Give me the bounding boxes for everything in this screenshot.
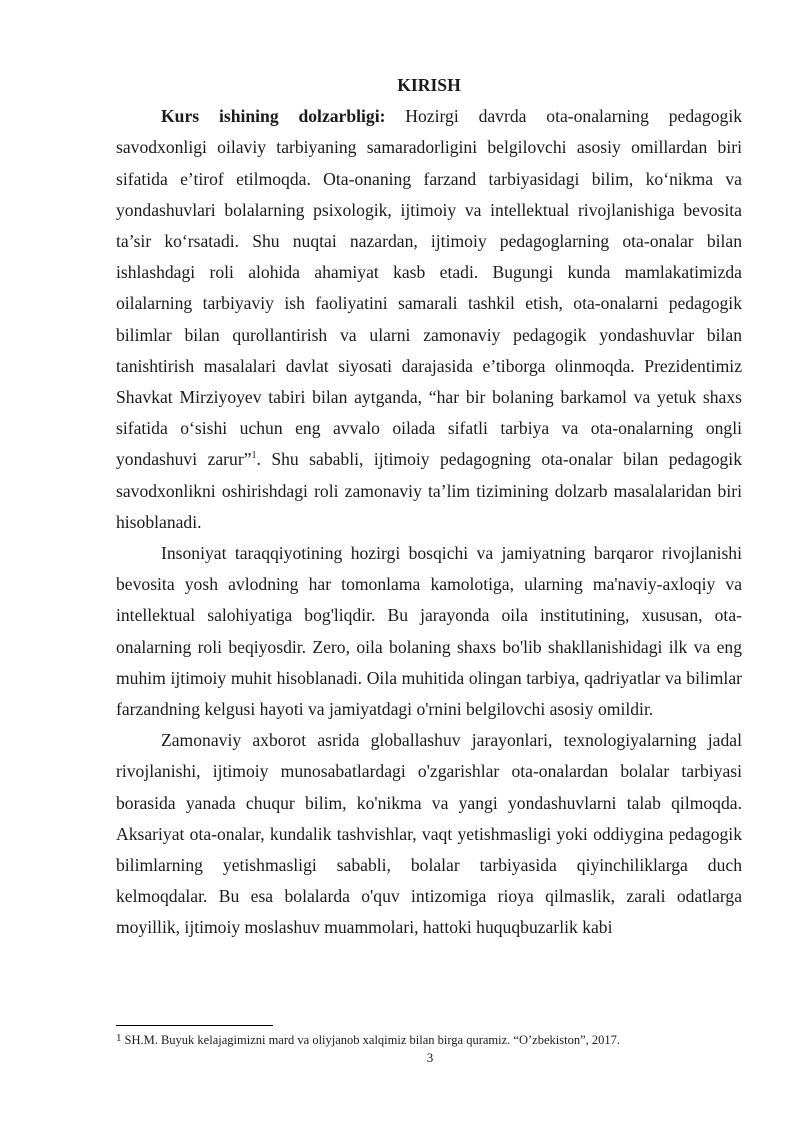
page-number: 3	[426, 1050, 434, 1065]
paragraph-modern-age: Zamonaviy axborot asrida globallashuv jarayonlari, texnologiyalarning jadal rivojlanishi, ijtimoiy munosabatlardagi o'zgarishlar ota-onalardan bolalar tarbiyasi borasida yanada chuqur bilim, ko'nikma va yangi yondashuvlarni talab qilmoqda. Aksariyat ota-onalar, kundalik tashvishlar, vaqt yetishmasligi yoki oddiygina pedagogik bilimlarning yetishmasligi sababli, bolalar tarbiyasida qiyinchiliklarga duch kelmoqdalar. Bu esa bolalarda o'quv intizomiga rioya qilmaslik, zarali odatlarga moyillik, ijtimoiy moslashuv muammolari, hattoki huquqbuzarlik kabi	[116, 730, 742, 938]
paragraph-text: Hozirgi davrda ota-onalarning pedagogik savodxonligi oilaviy tarbiyaning samaradorligini belgilovchi asosiy omillardan biri sifatida e’tirof etilmoqda. Ota-onaning farzand tarbiyasidagi bilim, ko‘nikma va yondashuvlari bolalarning psixologik, ijtimoiy va intellektual rivojlanishiga bevosita ta’sir ko‘rsatadi. Shu nuqtai nazardan, ijtimoiy pedagoglarning ota-onalar bilan ishlashdagi roli alohida ahamiyat kasb etadi. Bugungi kunda mamlakatimizda oilalarning tarbiyaviy ish faoliyatini samarali tashkil etish, ota-onalarni pedagogik bilimlar bilan qurollantirish va ularni zamonaviy pedagogik yondashuvlar bilan tanishtirish masalalari davlat siyosati darajasida e’tiborga olinmoqda. Prezidentimiz Shavkat Mirziyoyev tabiri bilan aytganda, “har bir bolaning barkamol va yetuk shaxs sifatida o‘sishi uchun eng avvalo oilada sifatli tarbiya va ota-onalarning ongli yondashuvi zarur”	[116, 106, 743, 470]
footnote-reference[interactable]: 1	[251, 450, 257, 462]
footnote-text: SH.M. Buyuk kelajagimizni mard va oliyjanob xalqimiz bilan birga quramiz. “O’zbekiston”, 2017.	[124, 1033, 620, 1047]
footnote-divider	[116, 1025, 273, 1026]
section-heading: KIRISH	[397, 75, 461, 95]
paragraph-text-continued: . Shu sababli, ijtimoiy pedagogning ota-onalar bilan pedagogik savodxonlikni oshirishdagi roli zamonaviy ta’lim tizimining dolzarb masalalaridan biri hisoblanadi.	[116, 449, 742, 532]
footnote	[116, 1032, 742, 1048]
page-content	[116, 70, 742, 944]
lead-phrase: Kurs ishining dolzarbligi:	[161, 106, 386, 127]
paragraph-relevance	[116, 101, 742, 538]
footnote-marker: 1	[116, 1032, 122, 1044]
paragraph-family-role: Insoniyat taraqqiyotining hozirgi bosqichi va jamiyatning barqaror rivojlanishi bevosita yosh avlodning har tomonlama kamolotiga, ularning ma'naviy-axloqiy va intellektual salohiyatiga bog'liqdir. Bu jarayonda oila institutining, xususan, ota-onalarning roli beqiyosdir. Zero, oila bolaning shaxs bo'lib shakllanishidagi ilk va eng muhim ijtimoiy muhit hisoblanadi. Oila muhitida olingan tarbiya, qadriyatlar va bilimlar farzandning kelgusi hayoti va jamiyatdagi o'rnini belgilovchi asosiy omildir.	[116, 543, 742, 720]
